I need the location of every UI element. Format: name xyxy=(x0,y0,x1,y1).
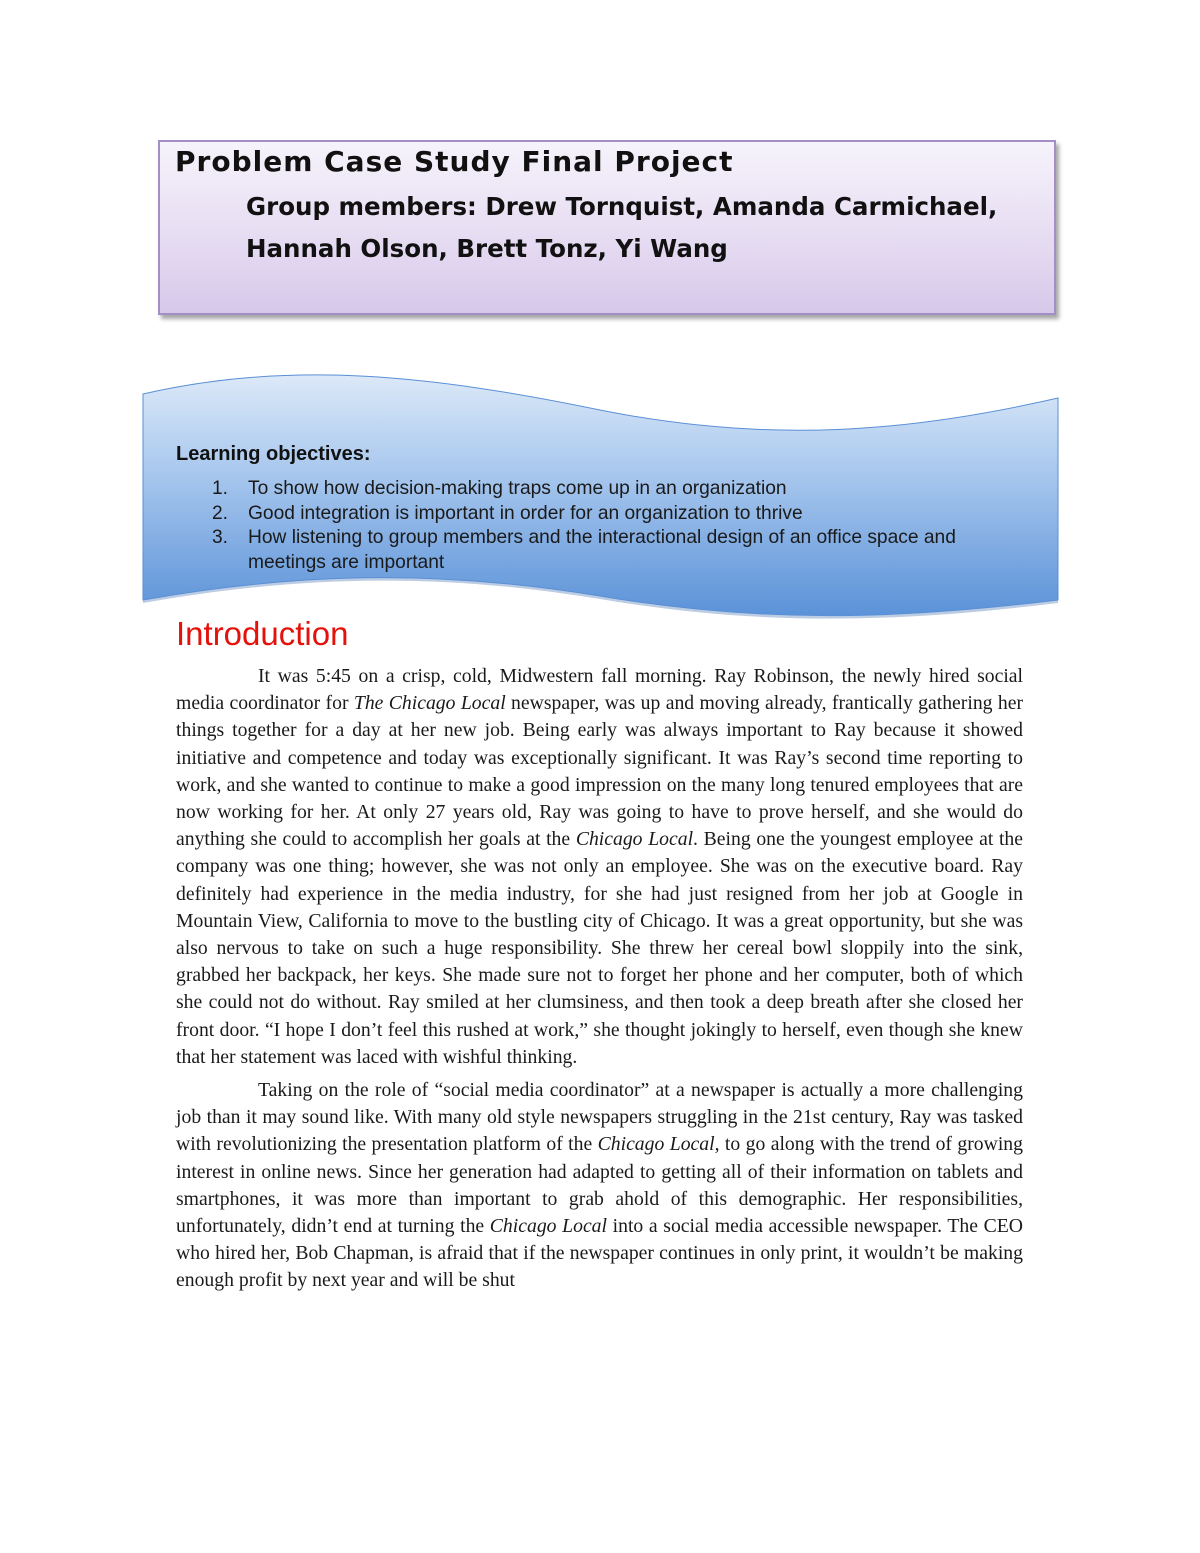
paragraph-1 xyxy=(176,663,1023,1071)
objective-text: How listening to group members and the interactional design of an office space and meetings are important xyxy=(248,527,956,573)
objective-number: 3. xyxy=(212,527,229,548)
newspaper-title-italic: The Chicago Local xyxy=(353,692,506,715)
objective-item xyxy=(212,502,1027,527)
document-title: Problem Case Study Final Project xyxy=(175,145,734,178)
paragraph-text: into a social media accessible newspaper. The CEO who hired her, Bob Chapman, is afraid that if the newspaper continues in only print, it wouldn’t be making enough profit by next year and will be shut xyxy=(176,1215,1023,1292)
objective-number: 1. xyxy=(212,478,229,499)
introduction-heading: Introduction xyxy=(176,615,349,652)
paragraph-text: It was 5:45 on a crisp, cold, Midwestern fall morning. Ray Robinson, the newly hired social media coordinator for xyxy=(176,665,1023,715)
newspaper-title-italic: Chicago Local xyxy=(597,1133,715,1156)
objective-number: 2. xyxy=(212,502,229,524)
objectives-list xyxy=(212,477,1027,575)
objective-item xyxy=(212,477,1027,502)
paragraph-text: newspaper, was up and moving already, frantically gathering her things together for a day at her new job. Being early was always important to Ray because it showed initiative and competence and today was exceptionally significant. It was Ray’s second time reporting to work, and she wanted to continue to make a good impression on the many long tenured employees that are now working for her. At only 27 years old, Ray was going to have to prove herself, and she would do anything she could to accomplish her goals at the xyxy=(176,692,1023,851)
paragraph-text: Taking on the role of “social media coordinator” at a newspaper is actually a more challenging job than it may sound like. With many old style newspapers struggling in the 21st century, Ray was tasked with revolutionizing the presentation platform of the xyxy=(176,1079,1023,1156)
paragraph-2 xyxy=(176,1077,1023,1295)
objectives-heading: Learning objectives: xyxy=(176,443,371,465)
paragraph-text: , to go along with the trend of growing interest in online news. Since her generation had adapted to getting all of their information on tablets and smartphones, it was more than important to grab ahold of this demographic. Her responsibilities, unfortunately, didn’t end at turning the xyxy=(176,1133,1023,1238)
newspaper-title-italic: Chicago Local xyxy=(575,828,694,851)
introduction-body xyxy=(176,663,1023,1301)
group-members-line-2: Hannah Olson, Brett Tonz, Yi Wang xyxy=(246,234,728,263)
objective-text: Good integration is important in order for an organization to thrive xyxy=(248,502,803,524)
objective-item xyxy=(212,526,1027,575)
objective-text: To show how decision-making traps come up in an organization xyxy=(248,478,787,499)
paragraph-text: . Being one the youngest employee at the company was one thing; however, she was not only an employee. She was on the executive board. Ray definitely had experience in the media industry, for she had just resigned from her job at Google in Mountain View, California to move to the bustling city of Chicago. It was a great opportunity, but she was also nervous to take on such a huge responsibility. She threw her cereal bowl sloppily into the sink, grabbed her backpack, her keys. She made sure not to forget her phone and her computer, both of which she could not do without. Ray smiled at her clumsiness, and then took a deep breath after she closed her front door. “I hope I don’t feel this rushed at work,” she thought jokingly to herself, even though she knew that her statement was laced with wishful thinking. xyxy=(176,828,1024,1068)
newspaper-title-italic: Chicago Local xyxy=(489,1215,607,1238)
group-members-line-1: Group members: Drew Tornquist, Amanda Carmichael, xyxy=(246,192,998,221)
